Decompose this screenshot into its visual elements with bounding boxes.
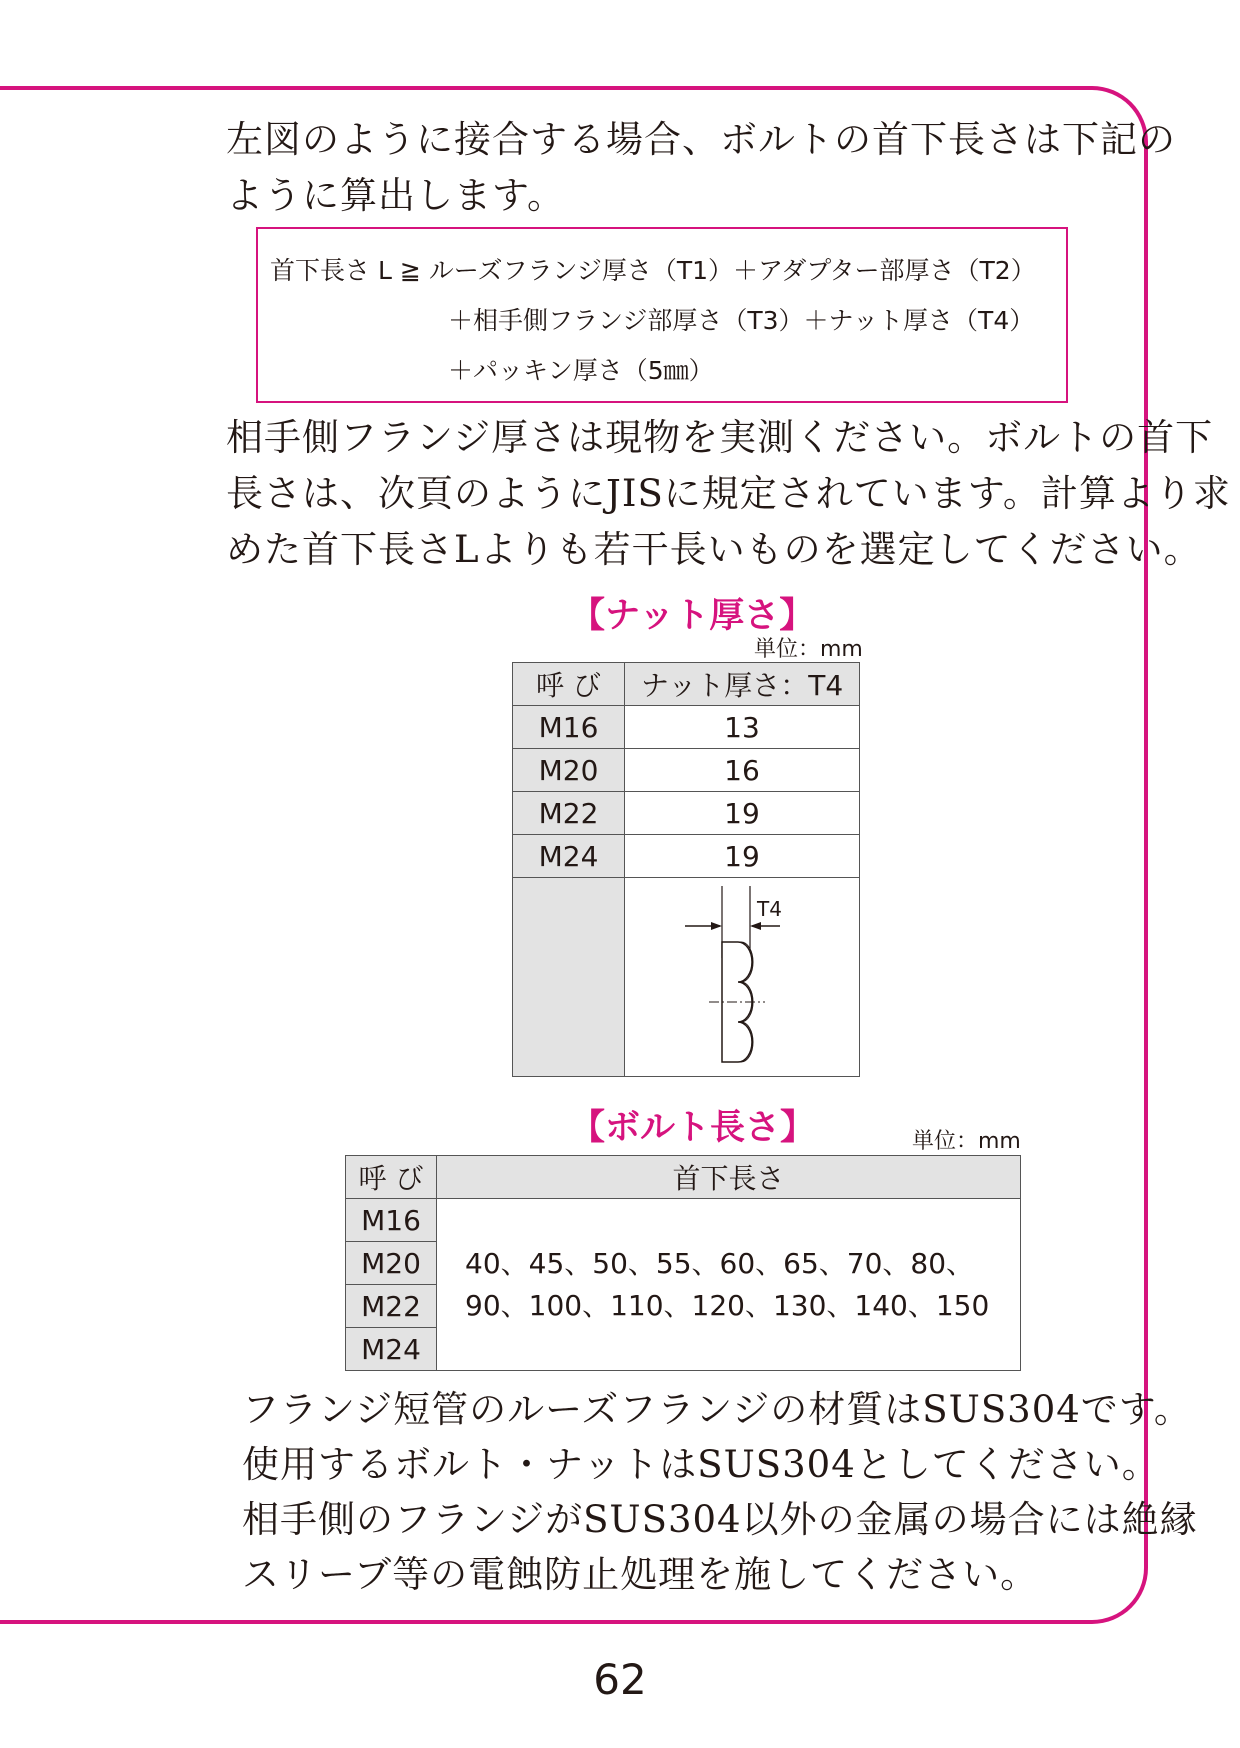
- note-line-3: 相手側のフランジがSUS304以外の金属の場合には絶縁: [242, 1498, 1198, 1541]
- nut-value-cell: 19: [625, 792, 860, 835]
- formula-line-1: 首下長さ L ≧ ルーズフランジ厚さ（T1）＋アダプター部厚さ（T2）: [270, 256, 1036, 285]
- formula-line-2: ＋相手側フランジ部厚さ（T3）＋ナット厚さ（T4）: [448, 306, 1035, 335]
- bolt-lengths-line-1: 40、45、50、55、60、65、70、80、: [465, 1246, 975, 1280]
- bolt-lengths-line-2: 90、100、110、120、130、140、150: [465, 1288, 990, 1322]
- bolt-length-table: [345, 1155, 1021, 1371]
- bolt-table-header-row: [346, 1156, 1021, 1199]
- nut-size-cell: M22: [513, 792, 625, 835]
- bolt-size-cell: M22: [346, 1285, 437, 1328]
- bolt-size-cell: M24: [346, 1328, 437, 1371]
- bolt-size-cell: M20: [346, 1242, 437, 1285]
- jis-line-3: めた首下長さLよりも若干長いものを選定してください。: [226, 528, 1202, 571]
- bolt-header-size: 呼 び: [346, 1156, 437, 1199]
- nut-table-unit: 単位：mm: [754, 637, 863, 662]
- table-row: [513, 749, 860, 792]
- nut-diagram-row: [513, 878, 860, 1077]
- note-line-2: 使用するボルト・ナットはSUS304としてください。: [242, 1443, 1160, 1486]
- jis-line-2: 長さは、次頁のようにJISに規定されています。計算より求: [226, 472, 1231, 515]
- formula-box: [256, 227, 1068, 403]
- bolt-size-cell: M16: [346, 1199, 437, 1242]
- nut-table-header-row: [513, 663, 860, 706]
- bolt-header-length: 首下長さ: [437, 1156, 1021, 1199]
- table-row: [513, 792, 860, 835]
- nut-header-size: 呼 び: [513, 663, 625, 706]
- nut-diagram-blank-cell: [513, 878, 625, 1077]
- nut-size-cell: M16: [513, 706, 625, 749]
- note-line-1: フランジ短管のルーズフランジの材質はSUS304です。: [242, 1388, 1192, 1431]
- t4-label: T4: [757, 897, 782, 921]
- note-line-4: スリーブ等の電蝕防止処理を施してください。: [242, 1553, 1039, 1596]
- page-number: 62: [593, 1655, 647, 1704]
- jis-line-1: 相手側フランジ厚さは現物を実測ください。ボルトの首下: [226, 416, 1214, 459]
- nut-diagram-cell: [625, 878, 860, 1077]
- table-row: [346, 1199, 1021, 1242]
- table-row: [513, 835, 860, 878]
- jis-paragraph: [226, 410, 1231, 578]
- material-note-paragraph: [242, 1382, 1198, 1602]
- intro-paragraph: [226, 112, 1176, 224]
- nut-value-cell: 19: [625, 835, 860, 878]
- bolt-table-unit: 単位：mm: [912, 1129, 1021, 1154]
- bolt-lengths-cell: [437, 1199, 1021, 1371]
- nut-diagram-icon: [625, 878, 859, 1076]
- nut-table-heading: 【ナット厚さ】: [570, 596, 815, 636]
- nut-size-cell: M24: [513, 835, 625, 878]
- bolt-table-heading: 【ボルト長さ】: [570, 1108, 816, 1148]
- nut-thickness-table: [512, 662, 860, 1077]
- formula-line-3: ＋パッキン厚さ（5㎜）: [448, 356, 714, 385]
- table-row: [513, 706, 860, 749]
- intro-line-1: 左図のように接合する場合、ボルトの首下長さは下記の: [226, 118, 1176, 161]
- nut-header-thickness: ナット厚さ：T4: [625, 663, 860, 706]
- nut-value-cell: 13: [625, 706, 860, 749]
- nut-value-cell: 16: [625, 749, 860, 792]
- intro-line-2: ように算出します。: [226, 174, 566, 217]
- nut-size-cell: M20: [513, 749, 625, 792]
